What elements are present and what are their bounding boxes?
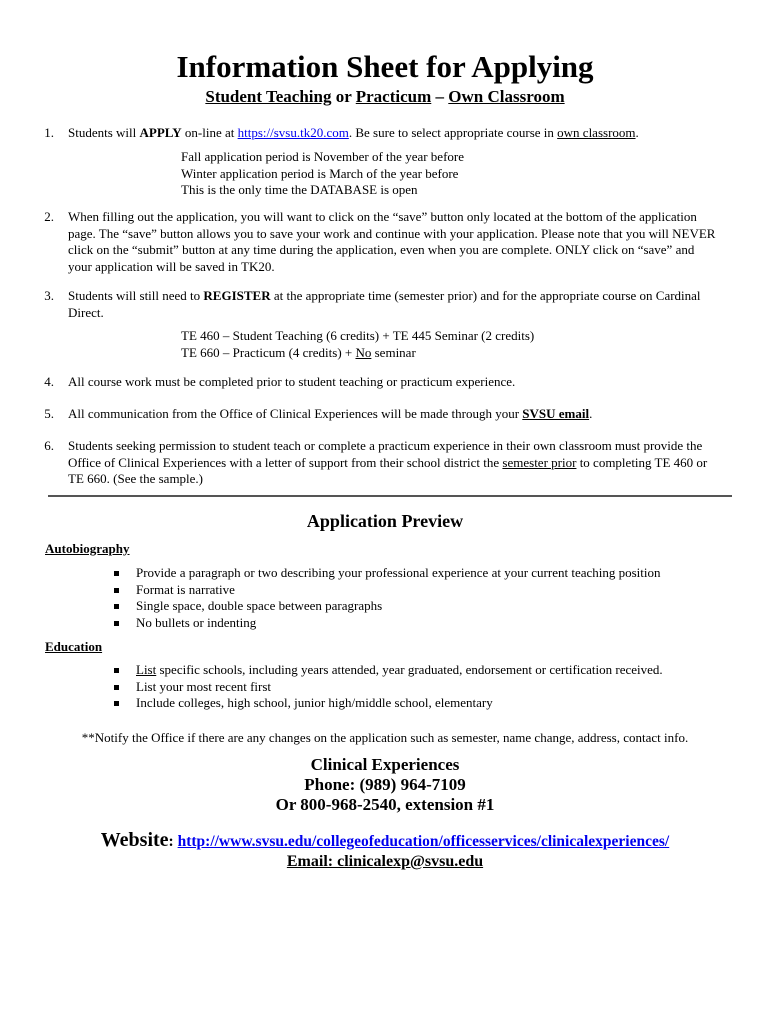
bullet-square-icon — [114, 588, 119, 593]
alt-phone-number: Or 800-968-2540, extension #1 — [275, 795, 495, 814]
section-divider — [48, 495, 732, 497]
item-number-5: 5. — [44, 406, 54, 421]
item-number-3: 3. — [44, 288, 54, 303]
item-number-2: 2. — [44, 209, 54, 224]
email-line[interactable]: Email: clinicalexp@svsu.edu — [286, 853, 484, 870]
list-item — [112, 598, 732, 615]
item-1-text — [68, 125, 718, 142]
bullet-square-icon — [114, 701, 119, 706]
autobiography-list — [112, 565, 732, 631]
page-title: Information Sheet for Applying — [176, 49, 594, 84]
course-te660-part: TE 660 – Practicum (4 credits) + — [181, 344, 356, 360]
office-name: Clinical Experiences — [310, 755, 460, 774]
item-number-1: 1. — [44, 125, 54, 140]
website-line — [0, 828, 770, 854]
bullet-square-icon — [114, 604, 119, 609]
list-item — [112, 695, 732, 712]
bullet-square-icon — [114, 571, 119, 576]
list-item-text: specific schools, including years attended, year graduated, endorsement or certification received. — [156, 662, 663, 677]
list-item — [112, 582, 732, 599]
tk20-link[interactable]: https://svsu.tk20.com — [237, 125, 349, 140]
item-3-text — [68, 288, 718, 321]
item-6-semester-prior: semester prior — [502, 454, 577, 470]
application-periods — [181, 149, 681, 199]
item-3-part: Students will still need to — [68, 288, 204, 303]
list-item-text: Format is narrative — [136, 581, 235, 597]
item-1-part: Students will — [68, 125, 140, 140]
course-te660-no: No — [355, 344, 372, 360]
phone-number: Phone: (989) 964-7109 — [304, 775, 466, 794]
item-1-apply: APPLY — [139, 125, 182, 140]
item-1-part: . — [635, 125, 639, 140]
education-list — [112, 662, 732, 712]
subtitle-dash: – — [431, 87, 449, 106]
bullet-square-icon — [114, 668, 119, 673]
list-item-text: List your most recent first — [136, 678, 272, 694]
list-item-text: No bullets or indenting — [136, 614, 257, 630]
fall-period: Fall application period is November of the year before — [181, 149, 465, 164]
item-2-text: When filling out the application, you will want to click on the “save” button only located at the bottom of the application page. The “save” button allows you to save your work and continue with your application. Please note that you will NEVER click on the “submit” button at any time during the application, even when you are complete. ONLY click on “save” and your application will be saved in TK20. — [68, 209, 716, 274]
page-subtitle — [0, 86, 770, 108]
item-6-part: Students seeking permission to student teach or complete a practicum experience in their own classroom must provide the Office of Clinical Experiences with a letter of support from their school district the — [68, 438, 703, 470]
autobiography-heading: Autobiography — [45, 541, 130, 556]
item-1-part: . Be sure to select appropriate course in — [348, 125, 558, 140]
list-item-text: Provide a paragraph or two describing your professional experience at your current teaching position — [136, 565, 661, 580]
education-heading: Education — [45, 639, 103, 654]
website-link[interactable]: http://www.svsu.edu/collegeofeducation/officesservices/clinicalexperiences/ — [177, 833, 670, 850]
item-6-part: to completing TE 460 or TE 660. (See the sample.) — [68, 454, 708, 486]
website-label: Website — [100, 829, 169, 851]
list-item — [112, 565, 732, 582]
item-3-part: at the appropriate time (semester prior) and for the appropriate course on Cardinal Direct. — [68, 288, 701, 320]
subtitle-student-teaching: Student Teaching — [205, 87, 332, 106]
application-preview-title: Application Preview — [306, 511, 464, 531]
svsu-email-text: SVSU email — [522, 406, 590, 421]
list-item-underlined: List — [136, 662, 157, 677]
course-te660 — [181, 345, 681, 362]
course-te660-part: seminar — [371, 344, 416, 360]
list-item — [112, 615, 732, 632]
course-te460: TE 460 – Student Teaching (6 credits) + TE 445 Seminar (2 credits) — [181, 328, 535, 343]
item-5-part: . — [589, 406, 593, 421]
notify-note: **Notify the Office if there are any changes on the application such as semester, name change, address, contact info. — [81, 730, 689, 745]
list-item — [112, 679, 732, 696]
item-5-text — [68, 406, 718, 423]
item-6-text — [68, 438, 718, 488]
item-5-part: All communication from the Office of Clinical Experiences will be made through your — [68, 406, 523, 421]
subtitle-practicum: Practicum — [355, 87, 432, 106]
bullet-square-icon — [114, 621, 119, 626]
item-number-4: 4. — [44, 374, 54, 389]
course-list — [181, 328, 681, 361]
list-item-text: Include colleges, high school, junior high/middle school, elementary — [136, 695, 493, 710]
item-1-own-classroom: own classroom — [557, 125, 636, 140]
database-note: This is the only time the DATABASE is open — [181, 182, 418, 197]
list-item — [112, 662, 732, 679]
winter-period: Winter application period is March of the year before — [181, 165, 459, 181]
item-1-part: on-line at — [181, 125, 238, 140]
list-item-text: Single space, double space between paragraphs — [136, 598, 383, 613]
subtitle-own-classroom: Own Classroom — [448, 87, 565, 106]
item-4-text: All course work must be completed prior to student teaching or practicum experience. — [68, 374, 516, 389]
item-3-register: REGISTER — [203, 288, 271, 303]
website-colon: : — [168, 833, 178, 850]
bullet-square-icon — [114, 685, 119, 690]
item-number-6: 6. — [44, 438, 54, 453]
subtitle-or: or — [331, 87, 356, 106]
